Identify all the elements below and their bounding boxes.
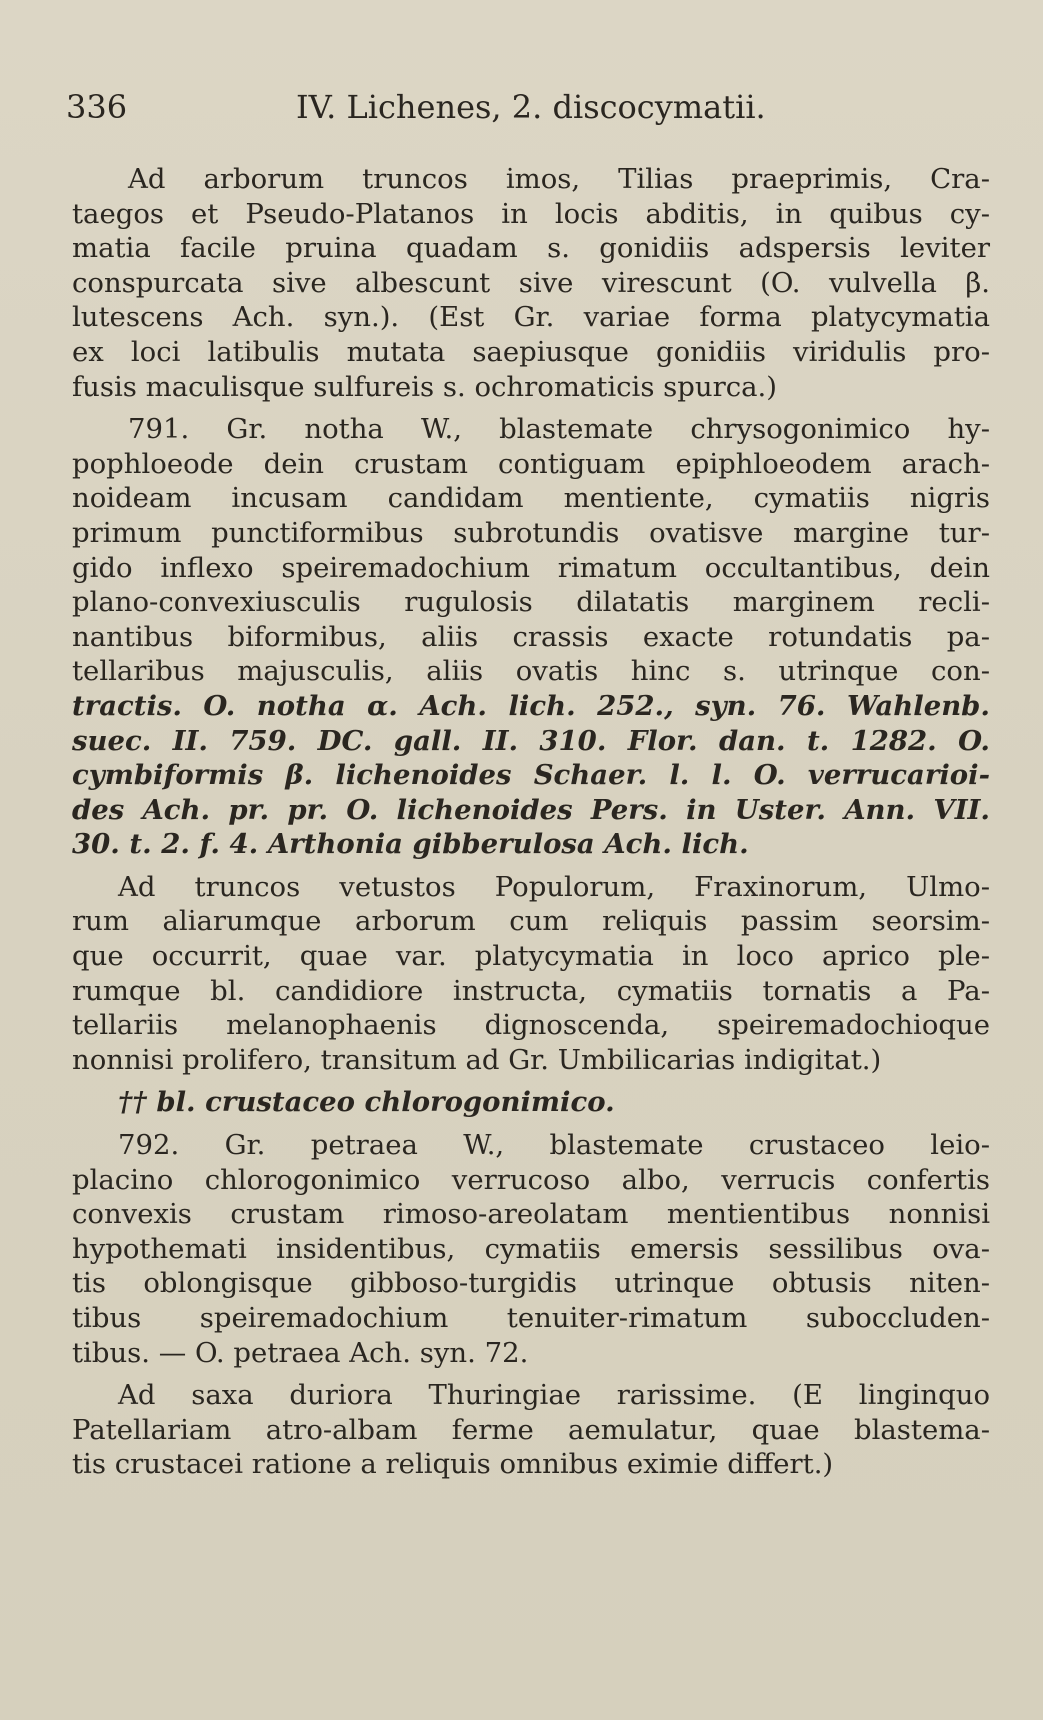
page-header — [66, 88, 976, 128]
text-line: plano-convexiusculis rugulosis dilatatis marginem recli- — [72, 586, 990, 619]
text-line: †† bl. crustaceo chlorogonimico. — [118, 1086, 615, 1119]
text-line: cymbiformis β. lichenoides Schaer. l. l. O. verrucarioi- — [72, 759, 990, 792]
paragraph-habitat-notha — [72, 870, 990, 1078]
text-line: tibus speiremadochium tenuiter-rimatum suboccluden- — [72, 1302, 990, 1334]
text-line: matia facile pruina quadam s. gonidiis adspersis leviter — [72, 232, 990, 265]
text-line: 30. t. 2. f. 4. Arthonia gibberulosa Ach. lich. — [72, 828, 749, 861]
text-line: taegos et Pseudo-Platanos in locis abditis, in quibus cy- — [72, 197, 990, 230]
text-line: tibus. — O. petraea Ach. syn. 72. — [72, 1336, 529, 1369]
page-body — [72, 162, 990, 1482]
text-line: tellaribus majusculis, aliis ovatis hinc s. utrinque con- — [72, 655, 990, 688]
paragraph-habitat-petraea — [72, 1378, 990, 1482]
text-line: fusis maculisque sulfureis s. ochromaticis spurca.) — [72, 370, 778, 403]
text-line: rumque bl. candidiore instructa, cymatiis tornatis a Pa- — [72, 974, 990, 1007]
text-line: Patellariam atro-albam ferme aemulatur, quae blastema- — [72, 1413, 990, 1446]
paragraph-species-792 — [72, 1128, 990, 1370]
paragraph-species-791 — [72, 412, 990, 862]
text-line: conspurcata sive albescunt sive virescunt (O. vulvella β. — [72, 266, 990, 299]
text-line: des Ach. pr. pr. O. lichenoides Pers. in Uster. Ann. VII. — [72, 793, 990, 826]
text-line: Ad truncos vetustos Populorum, Fraxinorum, Ulmo- — [118, 870, 990, 903]
text-line: placino chlorogonimico verrucoso albo, verrucis confertis — [72, 1163, 990, 1196]
text-line: hypothemati insidentibus, cymatiis emersis sessilibus ova- — [72, 1232, 990, 1265]
text-line: nantibus biformibus, aliis crassis exacte rotundatis pa- — [72, 620, 990, 653]
text-line: Ad arborum truncos imos, Tilias praeprimis, Cra- — [128, 163, 990, 195]
text-line: que occurrit, quae var. platycymatia in loco aprico ple- — [72, 940, 990, 973]
text-line: noideam incusam candidam mentiente, cymatiis nigris — [72, 482, 990, 515]
page-number: 336 — [66, 88, 128, 126]
text-line: Ad saxa duriora Thuringiae rarissime. (E linginquo — [118, 1379, 990, 1412]
text-line: tractis. O. notha α. Ach. lich. 252., syn. 76. Wahlenb. — [72, 689, 990, 722]
text-line: suec. II. 759. DC. gall. II. 310. Flor. dan. t. 1282. O. — [72, 724, 990, 757]
text-line: tellariis melanophaenis dignoscenda, speiremadochioque — [72, 1009, 990, 1042]
text-line: tis crustacei ratione a reliquis omnibus eximie differt.) — [72, 1448, 834, 1481]
text-line: convexis crustam rimoso-areolatam mentientibus nonnisi — [72, 1198, 990, 1231]
text-line: pophloeode dein crustam contiguam epiphloeodem arach- — [72, 447, 990, 480]
text-line: gido inflexo speiremadochium rimatum occultantibus, dein — [72, 551, 990, 584]
text-line: primum punctiformibus subrotundis ovatisve margine tur- — [72, 516, 990, 549]
section-heading — [72, 1085, 990, 1120]
text-line: 792. Gr. petraea W., blastemate crustaceo leio- — [118, 1129, 990, 1162]
text-line: nonnisi prolifero, transitum ad Gr. Umbilicarias indigitat.) — [72, 1043, 882, 1076]
text-line: rum aliarumque arborum cum reliquis passim seorsim- — [72, 905, 990, 938]
text-line: ex loci latibulis mutata saepiusque gonidiis viridulis pro- — [72, 335, 990, 368]
text-line: 791. Gr. notha W., blastemate chrysogonimico hy- — [128, 413, 990, 446]
text-line: tis oblongisque gibboso-turgidis utrinque obtusis niten- — [72, 1267, 990, 1300]
text-line: lutescens Ach. syn.). (Est Gr. variae forma platycymatia — [72, 301, 990, 334]
paragraph-habitat-vulvella — [72, 162, 990, 404]
running-title: IV. Lichenes, 2. discocymatii. — [296, 88, 766, 126]
